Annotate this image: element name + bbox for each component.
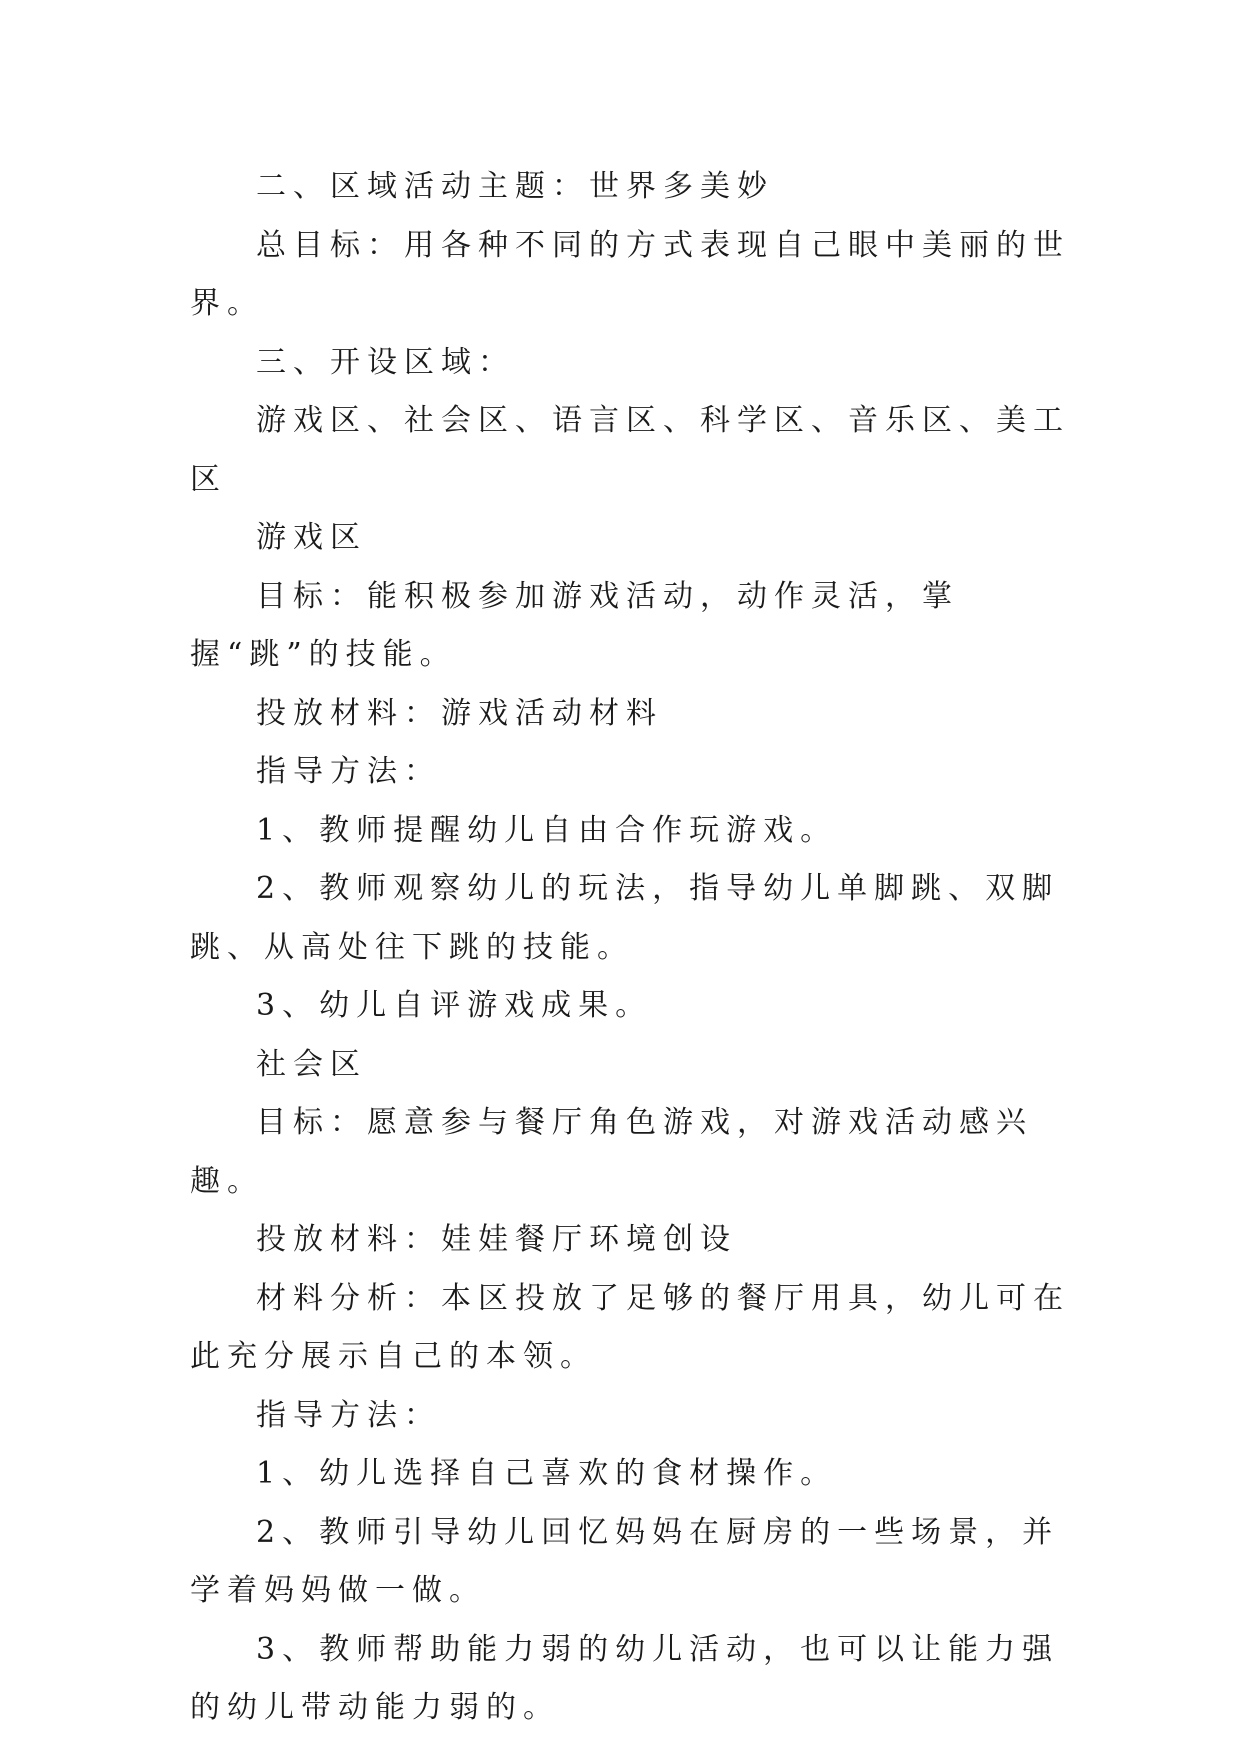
section-heading-theme: 二、区域活动主题：世界多美妙 xyxy=(256,169,774,204)
social-area-material-analysis: 材料分析：本区投放了足够的餐厅用具，幼儿可在此充分展示自己的本领。 xyxy=(190,1280,1070,1374)
area-title-game: 游戏区 xyxy=(256,520,367,555)
social-area-materials: 投放材料：娃娃餐厅环境创设 xyxy=(256,1222,737,1257)
social-area-guidance-item: 2、教师引导幼儿回忆妈妈在厨房的一些场景，并学着妈妈做一做。 xyxy=(190,1514,1060,1608)
social-area-guidance-item: 3、教师帮助能力弱的幼儿活动，也可以让能力强的幼儿带动能力弱的。 xyxy=(190,1631,1060,1725)
document-body xyxy=(190,158,1070,1738)
area-list: 游戏区、社会区、语言区、科学区、音乐区、美工区 xyxy=(190,403,1070,497)
section-heading-areas: 三、开设区域： xyxy=(256,344,515,380)
game-area-guidance-item: 2、教师观察幼儿的玩法，指导幼儿单脚跳、双脚跳、从高处往下跳的技能。 xyxy=(190,871,1060,965)
overall-goal: 总目标：用各种不同的方式表现自己眼中美丽的世界。 xyxy=(190,227,1070,321)
game-area-guidance-heading: 指导方法： xyxy=(256,754,441,789)
game-area-materials: 投放材料：游戏活动材料 xyxy=(256,695,663,731)
game-area-guidance-item: 1、教师提醒幼儿自由合作玩游戏。 xyxy=(256,812,838,848)
game-area-guidance-item: 3、幼儿自评游戏成果。 xyxy=(256,988,653,1023)
social-area-guidance-item: 1、幼儿选择自己喜欢的食材操作。 xyxy=(256,1456,838,1491)
social-area-guidance-heading: 指导方法： xyxy=(256,1397,441,1433)
game-area-goal: 目标：能积极参加游戏活动，动作灵活，掌握“跳”的技能。 xyxy=(190,578,959,672)
area-title-social: 社会区 xyxy=(256,1046,367,1082)
social-area-goal: 目标：愿意参与餐厅角色游戏，对游戏活动感兴趣。 xyxy=(190,1105,1033,1199)
